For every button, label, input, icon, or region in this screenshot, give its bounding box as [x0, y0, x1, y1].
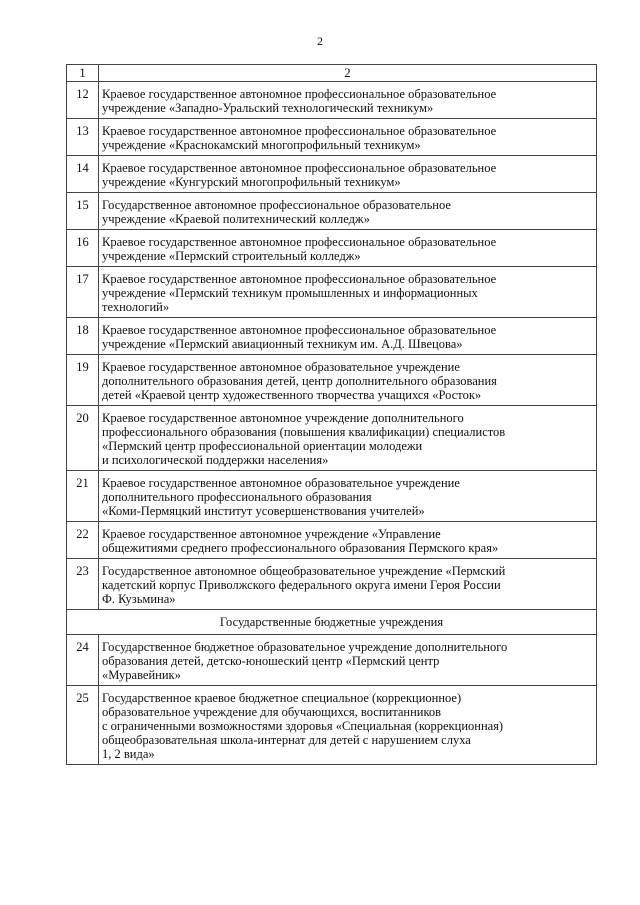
row-number: 25: [67, 686, 99, 765]
table-row: [67, 471, 597, 522]
institution-name: Краевое государственное автономное образовательное учреждение дополнительного образования детей, центр дополнительного образования детей «Краевой центр художественного творчества учащихся «Росток»: [99, 355, 597, 406]
table-row: [67, 406, 597, 471]
institution-name: Государственное краевое бюджетное специальное (коррекционное) образовательное учреждение для обучающихся, воспитанников с ограниченными возможностями здоровья «Специальная (коррекционная) общеобразовательная школа-интернат для детей с нарушением слуха 1, 2 вида»: [99, 686, 597, 765]
institution-name: Краевое государственное автономное профессиональное образовательное учреждение «Кунгурский многопрофильный техникум»: [99, 156, 597, 193]
institution-name: Государственное бюджетное образовательное учреждение дополнительного образования детей, детско-юношеский центр «Пермский центр «Муравейник»: [99, 635, 597, 686]
row-number: 12: [67, 82, 99, 119]
table-row: [67, 156, 597, 193]
column-header-name: 2: [99, 65, 597, 82]
table-row: [67, 686, 597, 765]
institution-name: Краевое государственное автономное профессиональное образовательное учреждение «Пермский строительный колледж»: [99, 230, 597, 267]
row-number: 24: [67, 635, 99, 686]
institution-name: Государственное автономное общеобразовательное учреждение «Пермский кадетский корпус Приволжского федерального округа имени Героя России Ф. Кузьмина»: [99, 559, 597, 610]
table-row: [67, 82, 597, 119]
institution-name: Краевое государственное автономное образовательное учреждение дополнительного профессионального образования «Коми-Пермяцкий институт усовершенствования учителей»: [99, 471, 597, 522]
row-number: 16: [67, 230, 99, 267]
section-header-row: [67, 610, 597, 635]
institution-name: Краевое государственное автономное профессиональное образовательное учреждение «Западно-Уральский технологический техникум»: [99, 82, 597, 119]
table-header-row: [67, 65, 597, 82]
row-number: 17: [67, 267, 99, 318]
row-number: 23: [67, 559, 99, 610]
row-number: 14: [67, 156, 99, 193]
table-row: [67, 267, 597, 318]
row-number: 21: [67, 471, 99, 522]
row-number: 20: [67, 406, 99, 471]
row-number: 13: [67, 119, 99, 156]
institution-name: Государственное автономное профессиональное образовательное учреждение «Краевой политехнический колледж»: [99, 193, 597, 230]
institution-name: Краевое государственное автономное профессиональное образовательное учреждение «Пермский техникум промышленных и информационных технологий»: [99, 267, 597, 318]
row-number: 22: [67, 522, 99, 559]
section-heading: [67, 610, 597, 635]
table-row: [67, 522, 597, 559]
table-row: [67, 635, 597, 686]
institution-name: Краевое государственное автономное профессиональное образовательное учреждение «Пермский авиационный техникум им. А.Д. Швецова»: [99, 318, 597, 355]
table-row: [67, 559, 597, 610]
column-header-number: 1: [67, 65, 99, 82]
institutions-table: [66, 64, 597, 765]
row-number: 15: [67, 193, 99, 230]
institution-name: Краевое государственное автономное учреждение дополнительного профессионального образования (повышения квалификации) специалистов «Пермский центр профессиональной ориентации молодежи и психологической поддержки населения»: [99, 406, 597, 471]
section-heading-text: Государственные бюджетные учреждения: [219, 615, 444, 629]
institution-name: Краевое государственное автономное профессиональное образовательное учреждение «Краснокамский многопрофильный техникум»: [99, 119, 597, 156]
table-row: [67, 355, 597, 406]
page-number: 2: [317, 34, 323, 48]
table-row: [67, 230, 597, 267]
table-row: [67, 119, 597, 156]
table-row: [67, 193, 597, 230]
table-row: [67, 318, 597, 355]
institution-name: Краевое государственное автономное учреждение «Управление общежитиями среднего профессионального образования Пермского края»: [99, 522, 597, 559]
row-number: 18: [67, 318, 99, 355]
row-number: 19: [67, 355, 99, 406]
